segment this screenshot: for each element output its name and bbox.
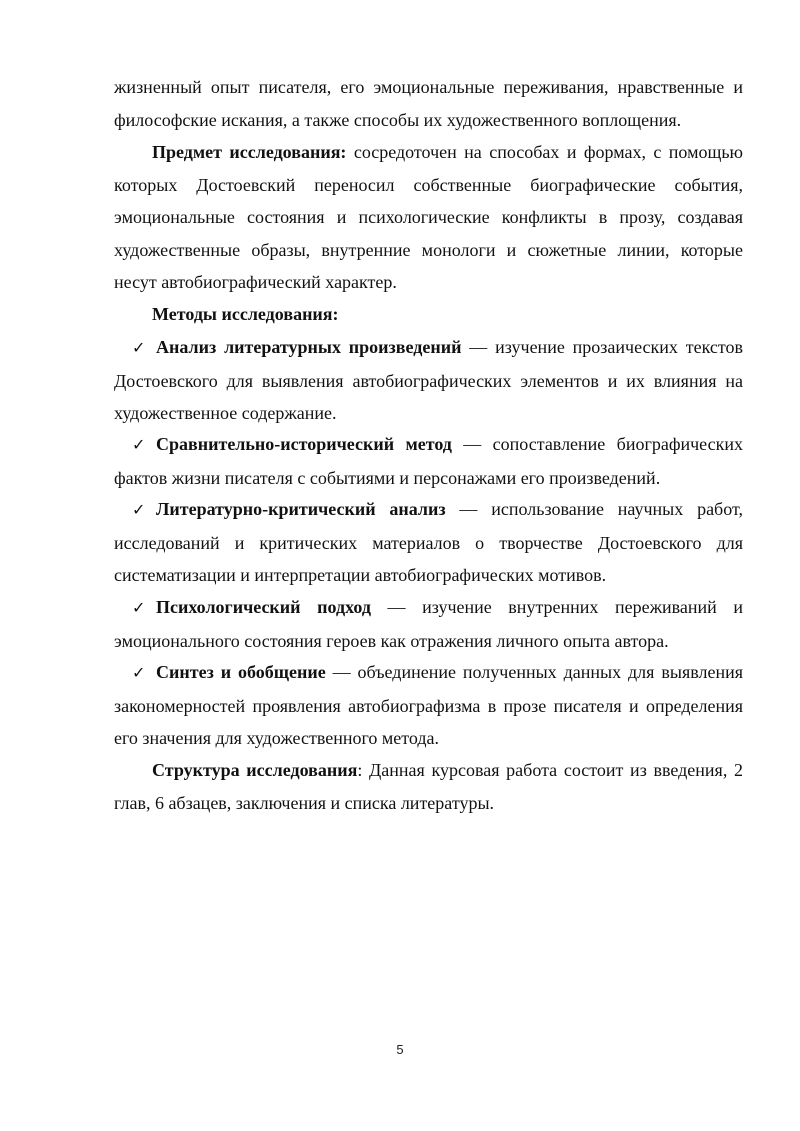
method-text: — использование научных работ, исследований и критических материалов о творчестве Достоевского для систематизации и интерпретации автобиографических мотивов. [114,499,743,585]
method-item [114,428,743,494]
structure-paragraph [114,754,743,819]
checkmark-icon: ✓ [132,500,146,519]
intro-text: жизненный опыт писателя, его эмоциональные переживания, нравственные и философские искания, а также способы их художественного воплощения. [114,77,743,130]
methods-heading: Методы исследования: [152,304,339,324]
subject-label: Предмет исследования: [152,142,347,162]
method-item [114,493,743,592]
method-item [114,656,743,755]
subject-paragraph [114,136,743,299]
method-text: — изучение прозаических текстов Достоевского для выявления автобиографических элементов и их влияния на художественное содержание. [114,337,743,423]
subject-text: сосредоточен на способах и формах, с помощью которых Достоевский переносил собственные биографические события, эмоциональные состояния и психологические конфликты в прозу, создавая художественные образы, внутренние монологи и сюжетные линии, которые несут автобиографический характер. [114,142,743,292]
checkmark-icon: ✓ [132,598,146,617]
structure-text: : Данная курсовая работа состоит из введения, 2 глав, 6 абзацев, заключения и списка литературы. [114,760,743,813]
method-title: Психологический подход [156,597,371,617]
method-text: — изучение внутренних переживаний и эмоционального состояния героев как отражения личного опыта автора. [114,597,743,651]
method-title: Анализ литературных произведений [156,337,462,357]
method-item [114,591,743,657]
checkmark-icon: ✓ [132,663,146,682]
checkmark-icon: ✓ [132,338,146,357]
method-text: — объединение полученных данных для выявления закономерностей проявления автобиографизма в прозе писателя и определения его значения для художественного метода. [114,662,744,748]
checkmark-icon: ✓ [132,435,146,454]
intro-paragraph [114,71,743,136]
method-title: Сравнительно-исторический метод [156,434,452,454]
method-text: — сопоставление биографических фактов жизни писателя с событиями и персонажами его произведений. [114,434,743,488]
method-title: Синтез и обобщение [156,662,326,682]
method-title: Литературно-критический анализ [156,499,446,519]
structure-label: Структура исследования [152,760,358,780]
page-number: 5 [396,1042,404,1057]
method-item [114,331,743,430]
